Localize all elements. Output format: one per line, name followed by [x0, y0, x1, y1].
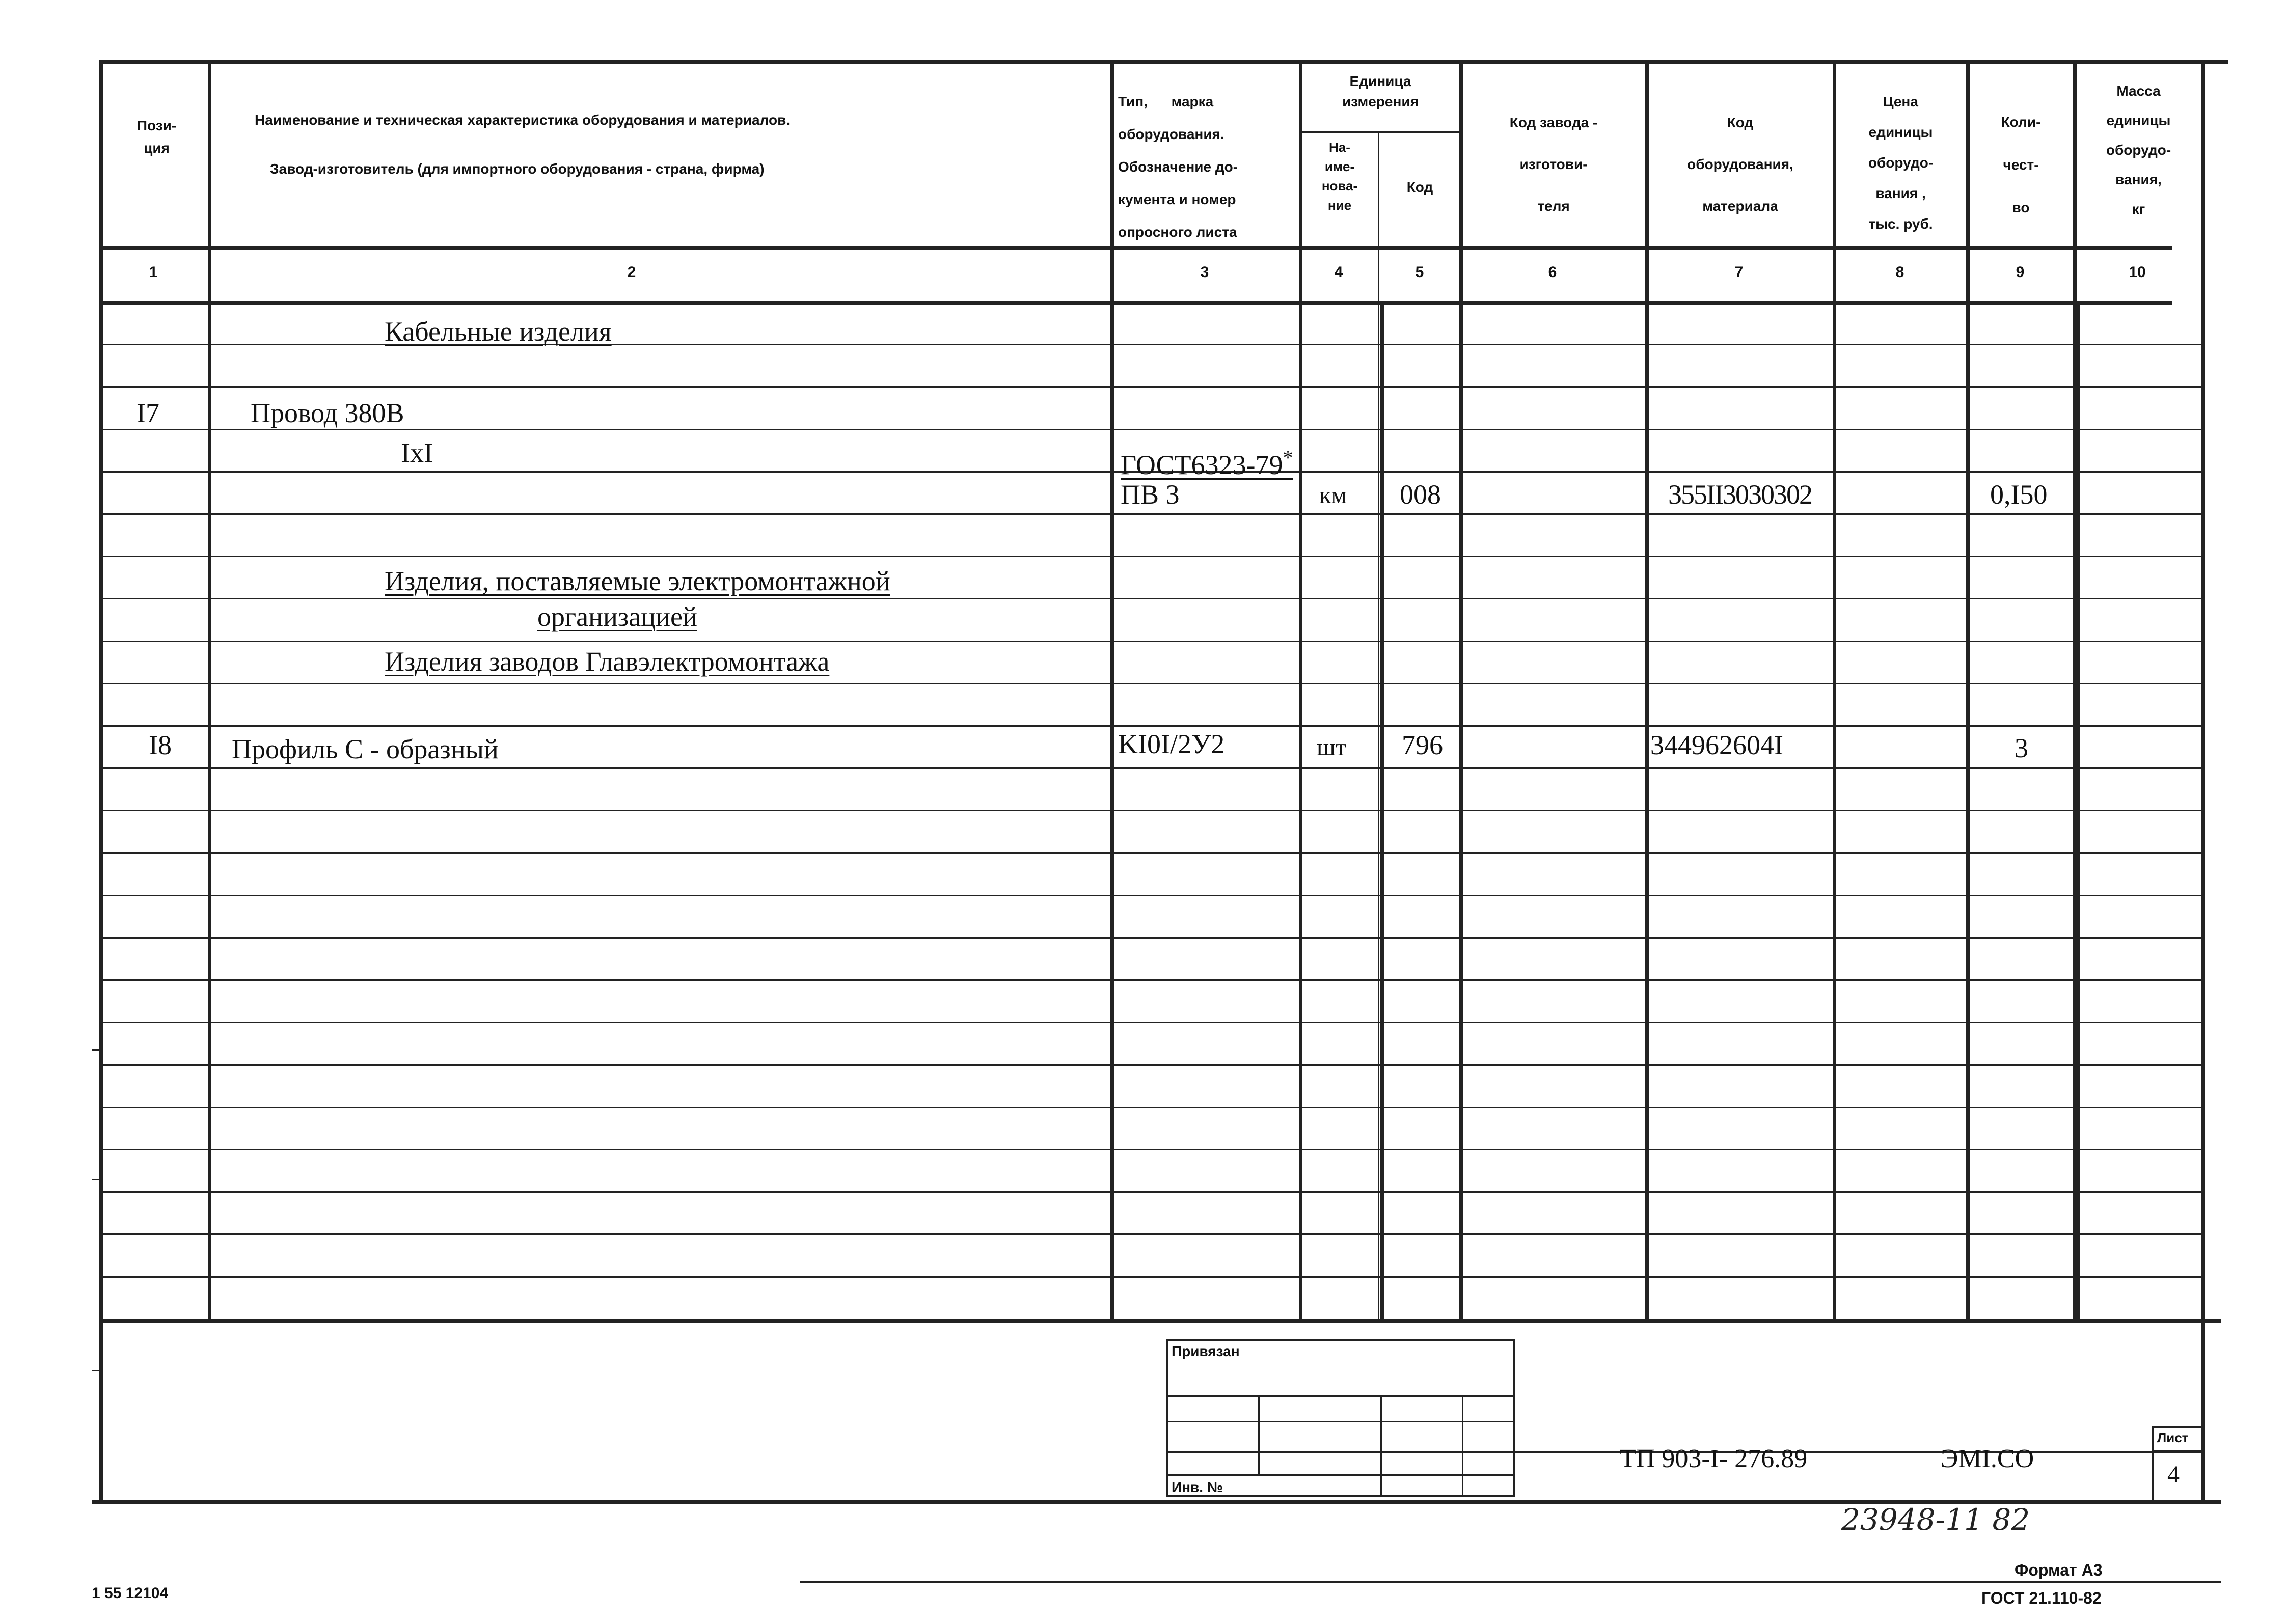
standard-code: ГОСТ 21.110-82: [1981, 1589, 2102, 1607]
col-number-5: 5: [1415, 264, 1424, 281]
table-top-border: [99, 60, 2228, 64]
row-line: [99, 683, 2203, 684]
inventory-number-label: Инв. №: [1172, 1479, 1223, 1495]
header-name-line1: Наименование и техническая характеристика оборудования и материалов.: [255, 112, 791, 128]
table-bottom-border: [99, 1319, 2221, 1323]
handwritten-number: 23948-11 82: [1841, 1502, 2030, 1537]
item17-standard: ГОСТ6323-79*: [1121, 446, 1293, 480]
row-line: [99, 598, 2203, 599]
header-unit-group: Единица измерения: [1342, 73, 1419, 109]
item17-type: ПВ 3: [1121, 479, 1180, 510]
title-block-line: [1515, 1451, 2203, 1453]
item18-type: KI0I/2У2: [1118, 729, 1225, 759]
section-supplied-line1: Изделия, поставляемые электромонтажной: [385, 566, 890, 596]
row-line: [99, 429, 2203, 430]
item18-unit-code: 796: [1402, 730, 1443, 760]
header-quantity: Коли- чест- во: [2001, 114, 2041, 215]
row-line: [99, 1064, 2203, 1066]
col-number-7: 7: [1734, 264, 1744, 281]
col-border-7: [1833, 60, 1836, 1319]
header-position: Пози- ция: [137, 118, 177, 156]
stamp-divider: [1258, 1395, 1260, 1474]
stamp-divider: [1380, 1395, 1382, 1497]
col-border-3: [1299, 60, 1302, 1319]
row-line: [99, 1233, 2203, 1235]
col-border-6: [1645, 60, 1649, 1319]
frame-left: [1380, 301, 1384, 1320]
stamp-divider: [1462, 1395, 1463, 1497]
col-number-9: 9: [2016, 264, 2025, 281]
document-suffix: ЭМI.СО: [1941, 1444, 2034, 1473]
sheet-label: Лист: [2157, 1430, 2189, 1445]
margin-tick: [92, 1049, 102, 1051]
row-line: [99, 810, 2203, 811]
header-unit-mass: Масса единицы оборудо- вания, кг: [2106, 83, 2171, 217]
header-unit-code: Код: [1406, 179, 1433, 195]
margin-tick: [92, 1179, 102, 1180]
row-line: [99, 1276, 2203, 1278]
section-supplied-line2: организацией: [537, 601, 697, 632]
margin-tick: [92, 1370, 102, 1371]
header-unit-name: На- име- нова- ние: [1321, 140, 1358, 213]
item17-unit-code: 008: [1400, 479, 1441, 510]
col-border-1: [208, 60, 211, 1319]
item17-subname: IxI: [401, 437, 433, 468]
col-border-5: [1459, 60, 1463, 1319]
col-number-8: 8: [1895, 264, 1904, 281]
col-number-10: 10: [2129, 264, 2146, 281]
frame-right: [2076, 301, 2080, 1320]
row-line: [99, 1107, 2203, 1108]
col-border-right: [2201, 60, 2205, 1501]
col-border-8: [1966, 60, 1970, 1319]
print-code: 1 55 12104: [92, 1585, 169, 1602]
row-line: [99, 386, 2203, 388]
row-line: [99, 1022, 2203, 1023]
section-plants: Изделия заводов Главэлектромонтажа: [385, 646, 830, 677]
col-border-left: [99, 60, 103, 1501]
col-number-3: 3: [1200, 264, 1209, 281]
item17-unit: км: [1319, 482, 1347, 509]
col-number-1: 1: [149, 264, 158, 281]
item17-name: Провод 380В: [251, 398, 404, 428]
bound-label: Привязан: [1172, 1343, 1240, 1359]
col-number-6: 6: [1548, 264, 1557, 281]
row-line: [99, 725, 2203, 727]
row-line: [99, 1191, 2203, 1193]
header-unit-price: Цена единицы оборудо- вания , тыс. руб.: [1868, 94, 1934, 232]
sheet-box-line: [2152, 1450, 2203, 1452]
document-code: ТП 903-I- 276.89: [1620, 1444, 1808, 1473]
row-line: [99, 641, 2203, 642]
item18-unit: шт: [1317, 734, 1346, 761]
col-number-4: 4: [1334, 264, 1343, 281]
row-line: [99, 852, 2203, 854]
header-plant-code: Код завода - изготови- теля: [1509, 115, 1598, 214]
item17-position: I7: [137, 398, 159, 428]
item18-name: Профиль С - образный: [232, 734, 499, 764]
item18-quantity: 3: [2015, 733, 2028, 763]
row-line: [99, 1149, 2203, 1150]
header-equipment-code: Код оборудования, материала: [1687, 115, 1793, 214]
row-line: [99, 513, 2203, 515]
row-line: [99, 895, 2203, 896]
row-line: [99, 767, 2203, 769]
number-row-bottom-border: [99, 301, 2172, 305]
header-name-line2: Завод-изготовитель (для импортного оборудования - страна, фирма): [270, 161, 765, 177]
col-border-4: [1378, 131, 1379, 1319]
sheet-number: 4: [2167, 1461, 2180, 1488]
row-line: [99, 937, 2203, 939]
row-line: [99, 556, 2203, 557]
bottom-rule: [800, 1581, 2221, 1583]
col-border-2: [1110, 60, 1114, 1319]
item17-quantity: 0,I50: [1990, 479, 2048, 510]
item17-standard-mark: *: [1283, 446, 1293, 469]
paper-format: Формат А3: [2015, 1561, 2103, 1579]
item18-equipment-code: 344962604I: [1650, 730, 1783, 760]
header-type-doc: Тип, марка оборудования. Обозначение до- кумента и номер опросного листа: [1118, 94, 1238, 240]
item17-equipment-code: 355II3030302: [1668, 479, 1812, 510]
item18-position: I8: [149, 730, 172, 760]
unit-subheader-line: [1301, 131, 1459, 133]
row-line: [99, 979, 2203, 981]
section-cable-products: Кабельные изделия: [385, 316, 612, 347]
col-number-2: 2: [627, 264, 636, 281]
